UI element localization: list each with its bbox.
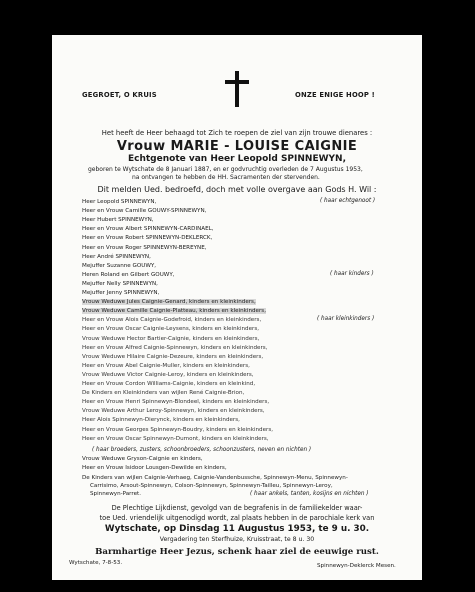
mourner-line: Vrouw Weduwe Hector Bartier-Caignie, kinders en kleinkinders, bbox=[82, 335, 260, 342]
mourner-line: Vrouw Weduwe Hilaire Caignie-Dezeure, kinders en kleinkinders, bbox=[82, 353, 264, 360]
mourner-line: Heer André SPINNEWYN, bbox=[82, 253, 151, 260]
note-siblings: ( haar broeders, zusters, schoonbroeders, schoonzusters, neven en nichten ) bbox=[92, 447, 312, 453]
motto-left: GEGROET, O KRUIS bbox=[82, 91, 157, 99]
mourner-line: Heer Hubert SPINNEWYN, bbox=[82, 217, 154, 224]
mourner-line: Heer en Vrouw Roger SPINNEWYN-BEREYNE, bbox=[82, 244, 207, 251]
deceased-full-name: MARIE - LOUISE CAIGNIE bbox=[170, 139, 358, 154]
printer-credit: Spinnewyn-Deklerck Mesen. bbox=[317, 563, 396, 569]
mourner-line: Heer en Vrouw Oscar Caignie-Leysens, kinders en kleinkinders, bbox=[82, 326, 260, 333]
mourner-line: Heer en Vrouw Henri Spinnewyn-Blondeel, kinders en kleinkinders, bbox=[82, 399, 270, 406]
mourner-line: Heer en Vrouw Alois Caignie-Godefroid, kinders en kleinkinders, bbox=[82, 317, 262, 324]
note-children: ( haar kinders ) bbox=[330, 271, 374, 277]
mourner-extended-line-3: Spinnewyn-Parret. bbox=[90, 491, 141, 497]
mourner-line: Heer en Vrouw Alfred Caignie-Spinnewyn, kinders en kleinkinders, bbox=[82, 344, 268, 351]
mourner-line: Heer en Vrouw Camille GOUWY-SPINNEWYN, bbox=[82, 208, 207, 215]
mourner-line: Mejuffer Jenny SPINNEWYN, bbox=[82, 290, 160, 296]
mourner-line: Heren Roland en Gilbert GOUWY, bbox=[82, 271, 175, 278]
announcement: Dit melden Ued. bedroefd, doch met volle overgave aan Gods H. Wil : bbox=[97, 185, 377, 194]
mourner-line: Vrouw Weduwe Victor Caignie-Leroy, kinders en kleinkinders, bbox=[82, 371, 254, 378]
note-grandchildren: ( haar kleinkinders ) bbox=[317, 316, 375, 322]
mourner-line: Vrouw Weduwe Camille Caignie-Platteau, kinders en kleinkinders, bbox=[82, 308, 266, 315]
deceased-prefix: Vrouw bbox=[116, 139, 166, 154]
service-date: Wytschate, op Dinsdag 11 Augustus 1953, te 9 u. 30. bbox=[104, 524, 370, 534]
birth-line-2: na ontvangen te hebben de HH. Sacramenten der stervenden. bbox=[132, 174, 320, 181]
birth-line-1: geboren te Wytschate de 8 Januari 1887, en er godvruchtig overleden de 7 Augustus 1953, bbox=[88, 166, 363, 173]
note-husband: ( haar echtgenoot ) bbox=[320, 198, 376, 204]
cross-icon bbox=[222, 71, 252, 107]
mortuary-card bbox=[52, 35, 422, 580]
mourner-line: Heer en Vrouw Albert SPINNEWYN-CARDINAEL, bbox=[82, 226, 214, 233]
intro-text: Het heeft de Heer behaagd tot Zich te roepen de ziel van zijn trouwe dienares : bbox=[101, 129, 373, 137]
motto-right: ONZE ENIGE HOOP ! bbox=[295, 91, 375, 99]
mourner-extended-line-2: Carrisimo, Arsout-Spinnewyn, Colson-Spinnewyn, Spinnewyn-Tailleu, Spinnewyn-Leroy, bbox=[90, 483, 333, 489]
mourner-extra-2: Heer en Vrouw Isidoor Lousgen-Dewilde en kinders, bbox=[82, 465, 227, 471]
spouse-line: Echtgenote van Heer Leopold SPINNEWYN, bbox=[127, 154, 346, 164]
mourner-line: De Kinders en Kleinkinders van wijlen René Caignie-Brion, bbox=[82, 390, 245, 397]
mourner-extended-line-1: De Kinders van wijlen Caignie-Verhaeg, Caignie-Vandenbussche, Spinnewyn-Menu, Spinnewyn- bbox=[82, 475, 348, 481]
mourner-line: Mejuffer Suzanne GOUWY, bbox=[82, 262, 157, 269]
gathering-note: Vergadering ten Sterfhuize, Kruisstraat, te 8 u. 30 bbox=[159, 536, 315, 543]
mourner-line: Vrouw Weduwe Jules Caignie-Genard, kinders en kleinkinders, bbox=[82, 299, 256, 306]
mourner-line: Heer en Vrouw Georges Spinnewyn-Boudry, kinders en kleinkinders, bbox=[82, 426, 274, 433]
service-line-2: toe Ued. vriendelijk uitgenodigd wordt, zal plaats hebben in de parochiale kerk van bbox=[99, 514, 375, 522]
mourner-line: Heer en Vrouw Robert SPINNEWYN-DEKLERCK, bbox=[82, 235, 213, 242]
mourner-line: Vrouw Weduwe Arthur Leroy-Spinnewyn, kinders en kleinkinders, bbox=[82, 408, 265, 415]
mourner-line: Heer Leopold SPINNEWYN, bbox=[82, 199, 157, 205]
place-date: Wytschate, 7-8-53. bbox=[69, 560, 123, 566]
mourner-line: Heer Alois Spinnewyn-Dierynck, kinders en kleinkinders, bbox=[82, 417, 240, 424]
prayer-line: Barmhartige Heer Jezus, schenk haar ziel de eeuwige rust. bbox=[95, 547, 379, 557]
mourner-line: Heer en Vrouw Oscar Spinnewyn-Dumont, kinders en kleinkinders, bbox=[82, 435, 269, 442]
mourner-line: Heer en Vrouw Cordon Williams-Caignie, kinders en kleinkind, bbox=[82, 381, 256, 387]
mourner-extra-1: Vrouw Weduwe Gryson-Caignie en kinders, bbox=[82, 456, 203, 462]
mourner-line: Mejuffer Nelly SPINNEWYN, bbox=[82, 280, 158, 287]
mourner-line: Heer en Vrouw Abel Caignie-Muller, kinders en kleinkinders, bbox=[82, 362, 250, 369]
note-uncles: ( haar ankels, tanten, kosijns en nichten ) bbox=[250, 491, 369, 497]
service-line-1: De Plechtige Lijkdienst, gevolgd van de begrafenis in de familiekelder waar- bbox=[111, 504, 363, 512]
deceased-name bbox=[52, 139, 422, 154]
